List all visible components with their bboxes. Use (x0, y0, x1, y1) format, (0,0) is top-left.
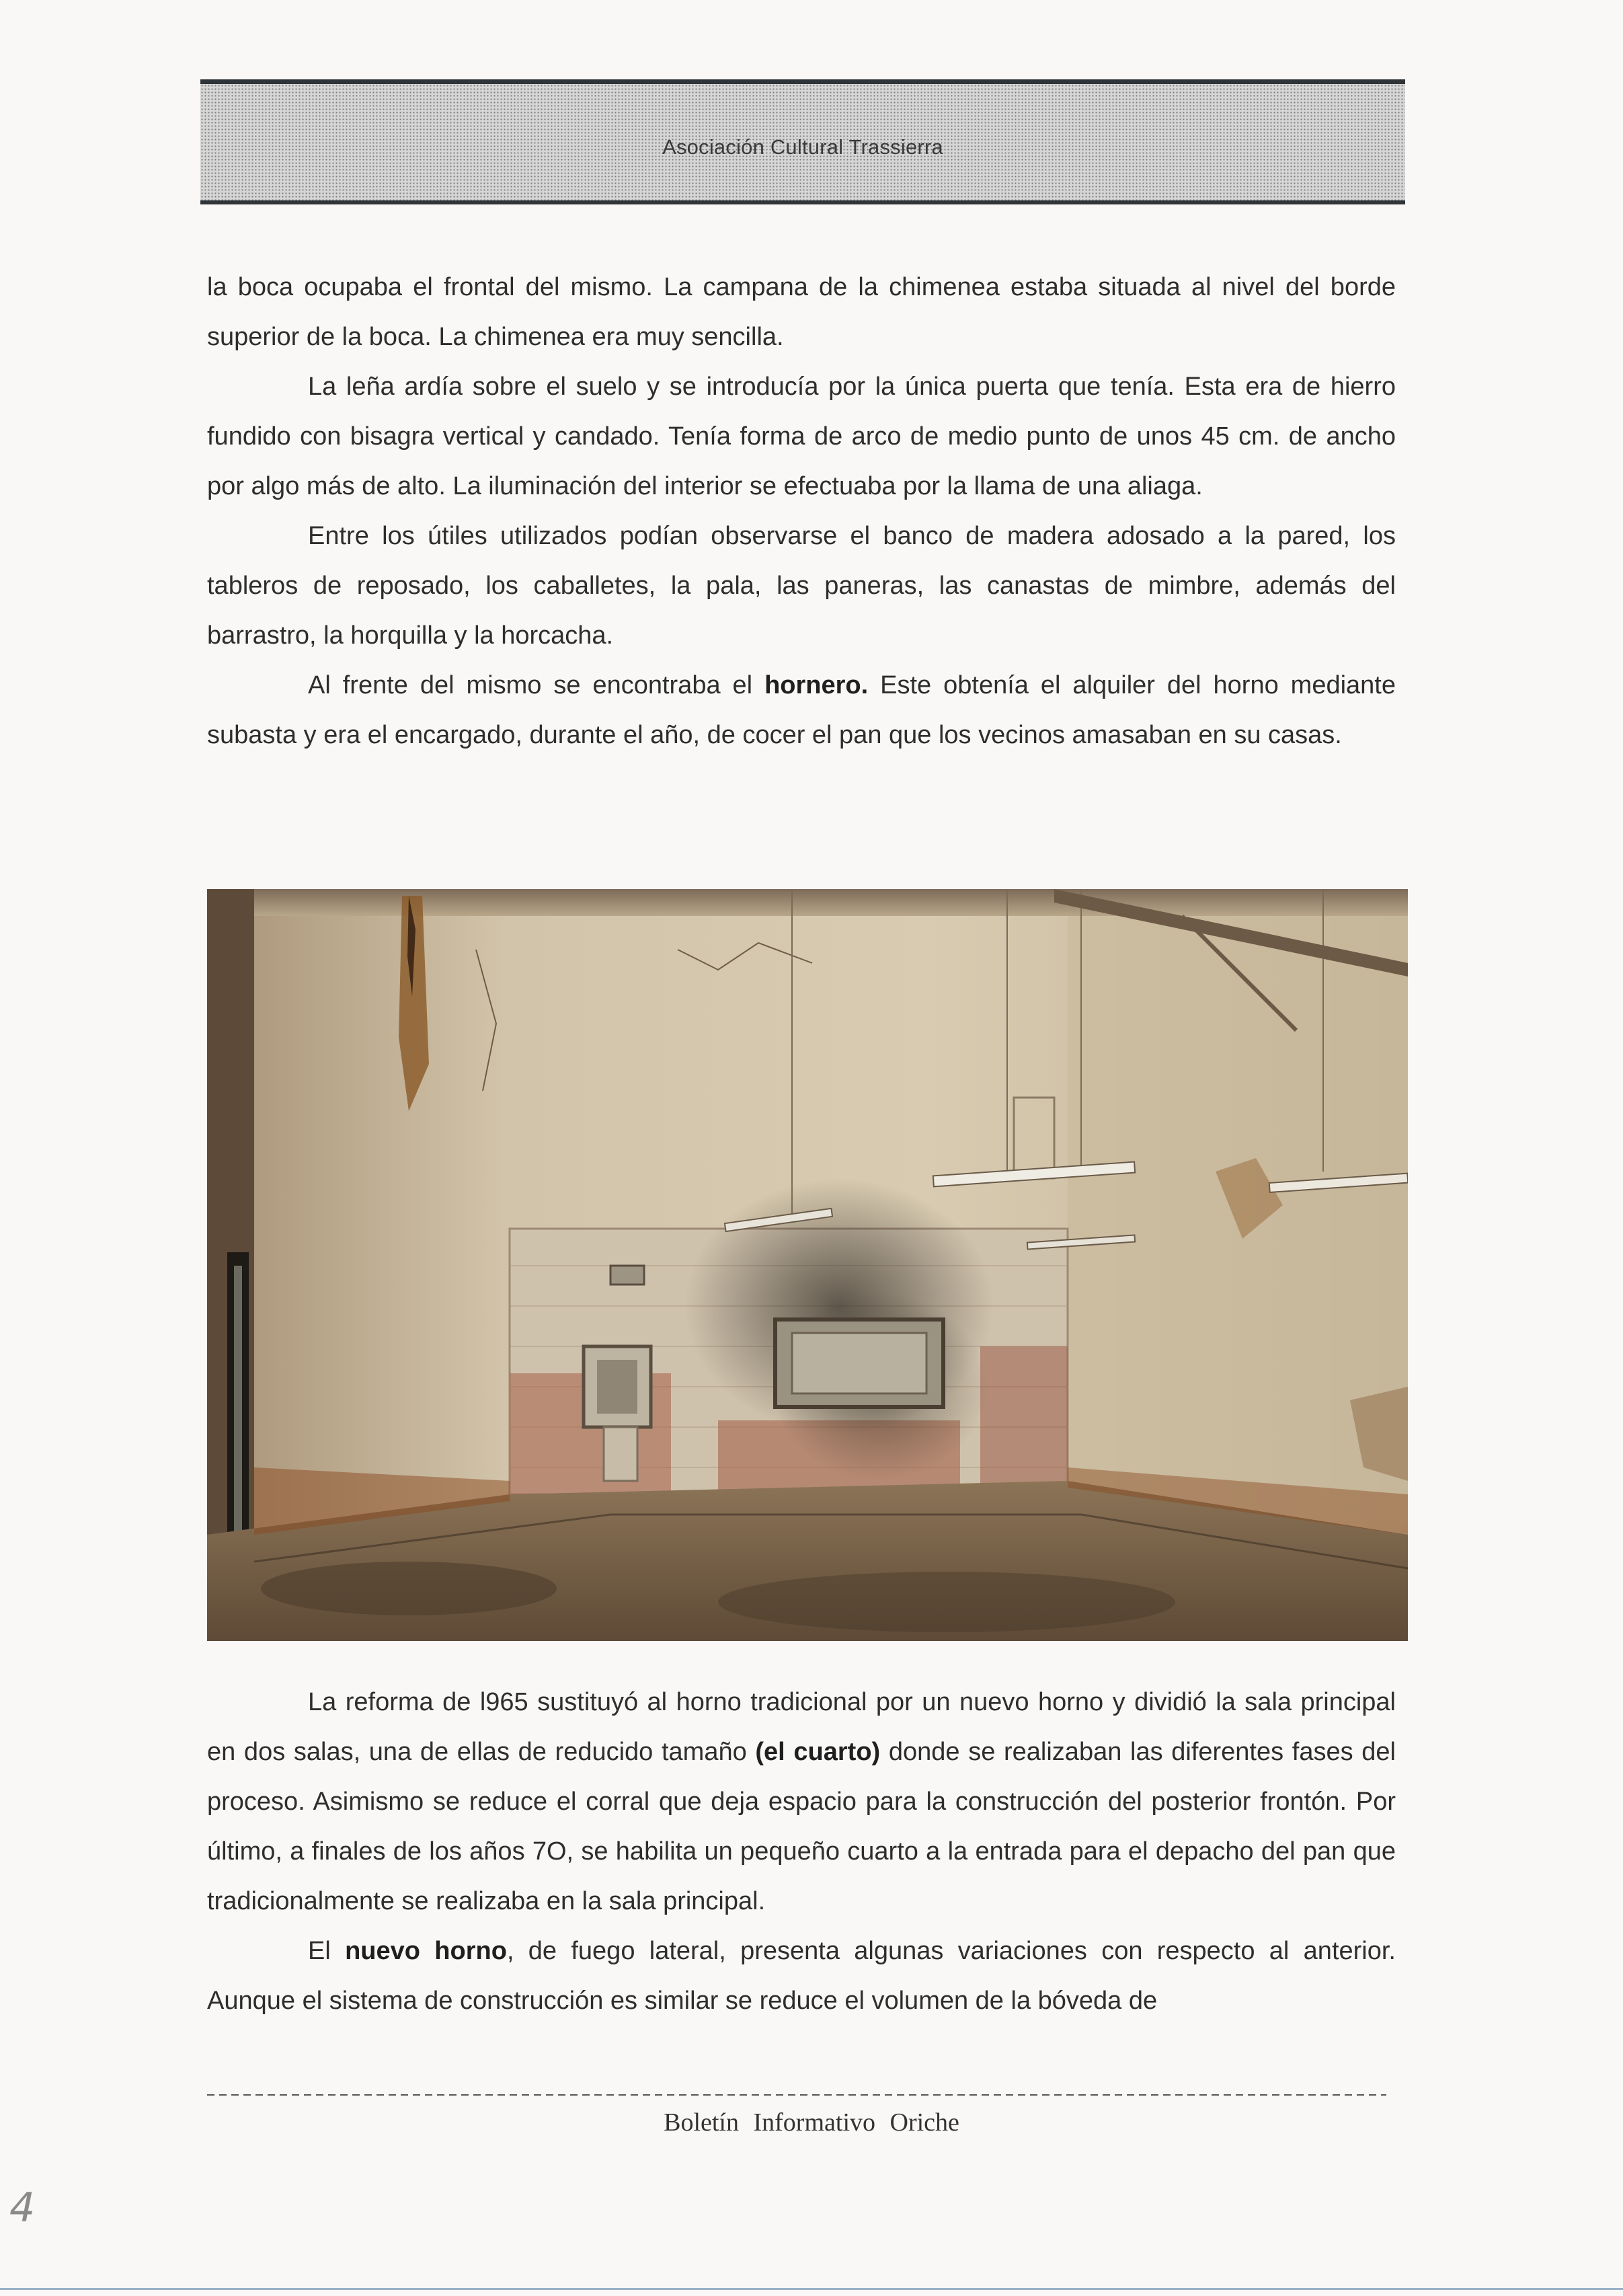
page-header-banner (200, 79, 1405, 204)
footer-title: Boletín Informativo Oriche (664, 2108, 959, 2137)
paragraph-text: La leña ardía sobre el suelo y se introducía por la única puerta que tenía. Esta era de hierro fundido con bisagra vertical y candado. Tenía forma de arco de medio punto de unos 45 cm. de ancho por algo más de alto. La iluminación del interior se efectuaba por la llama de una aliaga. (207, 373, 1396, 500)
footer-dashed-rule (207, 2094, 1386, 2096)
paragraph-text: , de fuego lateral, presenta algunas variaciones con respecto al anterior. Aunque el sistema de construcción es similar se reduce el volumen de la bóveda de (207, 1937, 1396, 2015)
paragraph (207, 362, 1396, 511)
paragraph (207, 262, 1396, 362)
scan-bottom-edge (0, 2288, 1623, 2290)
paragraph (207, 1926, 1396, 2026)
bakery-oven-photo (207, 889, 1408, 1641)
paragraph (207, 660, 1396, 760)
handwritten-page-number: 4 (9, 2184, 36, 2231)
paragraph-text: La reforma de l965 sustituyó al horno tradicional por un nuevo horno y dividió la sala principal en dos salas, una de ellas de reducido tamaño (207, 1688, 1396, 1766)
bold-term: nuevo horno (345, 1937, 507, 1965)
paragraph-text: la boca ocupaba el frontal del mismo. La campana de la chimenea estaba situada al nivel del borde superior de la boca. La chimenea era muy sencilla. (207, 273, 1396, 351)
body-text-top (207, 262, 1396, 760)
header-title: Asociación Cultural Trassierra (662, 135, 943, 159)
paragraph-text: El (308, 1937, 346, 1965)
paragraph-text: Entre los útiles utilizados podían observarse el banco de madera adosado a la pared, los tableros de reposado, los caballetes, la pala, las paneras, las canastas de mimbre, además del barrastro, la horquilla y la horcacha. (207, 522, 1396, 650)
body-text-bottom (207, 1677, 1396, 2026)
paragraph-text: donde se realizaban las diferentes fases del proceso. Asimismo se reduce el corral que deja espacio para la construcción del posterior frontón. Por último, a finales de los años 7O, se habilita un pequeño cuarto a la entrada para el depacho del pan que tradicionalmente se realizaba en la sala principal. (207, 1738, 1396, 1915)
paragraph-text: Al frente del mismo se encontraba el (308, 671, 765, 699)
paragraph (207, 511, 1396, 660)
paragraph-text: Este obtenía el alquiler del horno mediante subasta y era el encargado, durante el año, de cocer el pan que los vecinos amasaban en su casas. (207, 671, 1396, 749)
bold-term: hornero. (764, 671, 869, 699)
paragraph (207, 1677, 1396, 1926)
bold-term: (el cuarto) (755, 1738, 881, 1766)
